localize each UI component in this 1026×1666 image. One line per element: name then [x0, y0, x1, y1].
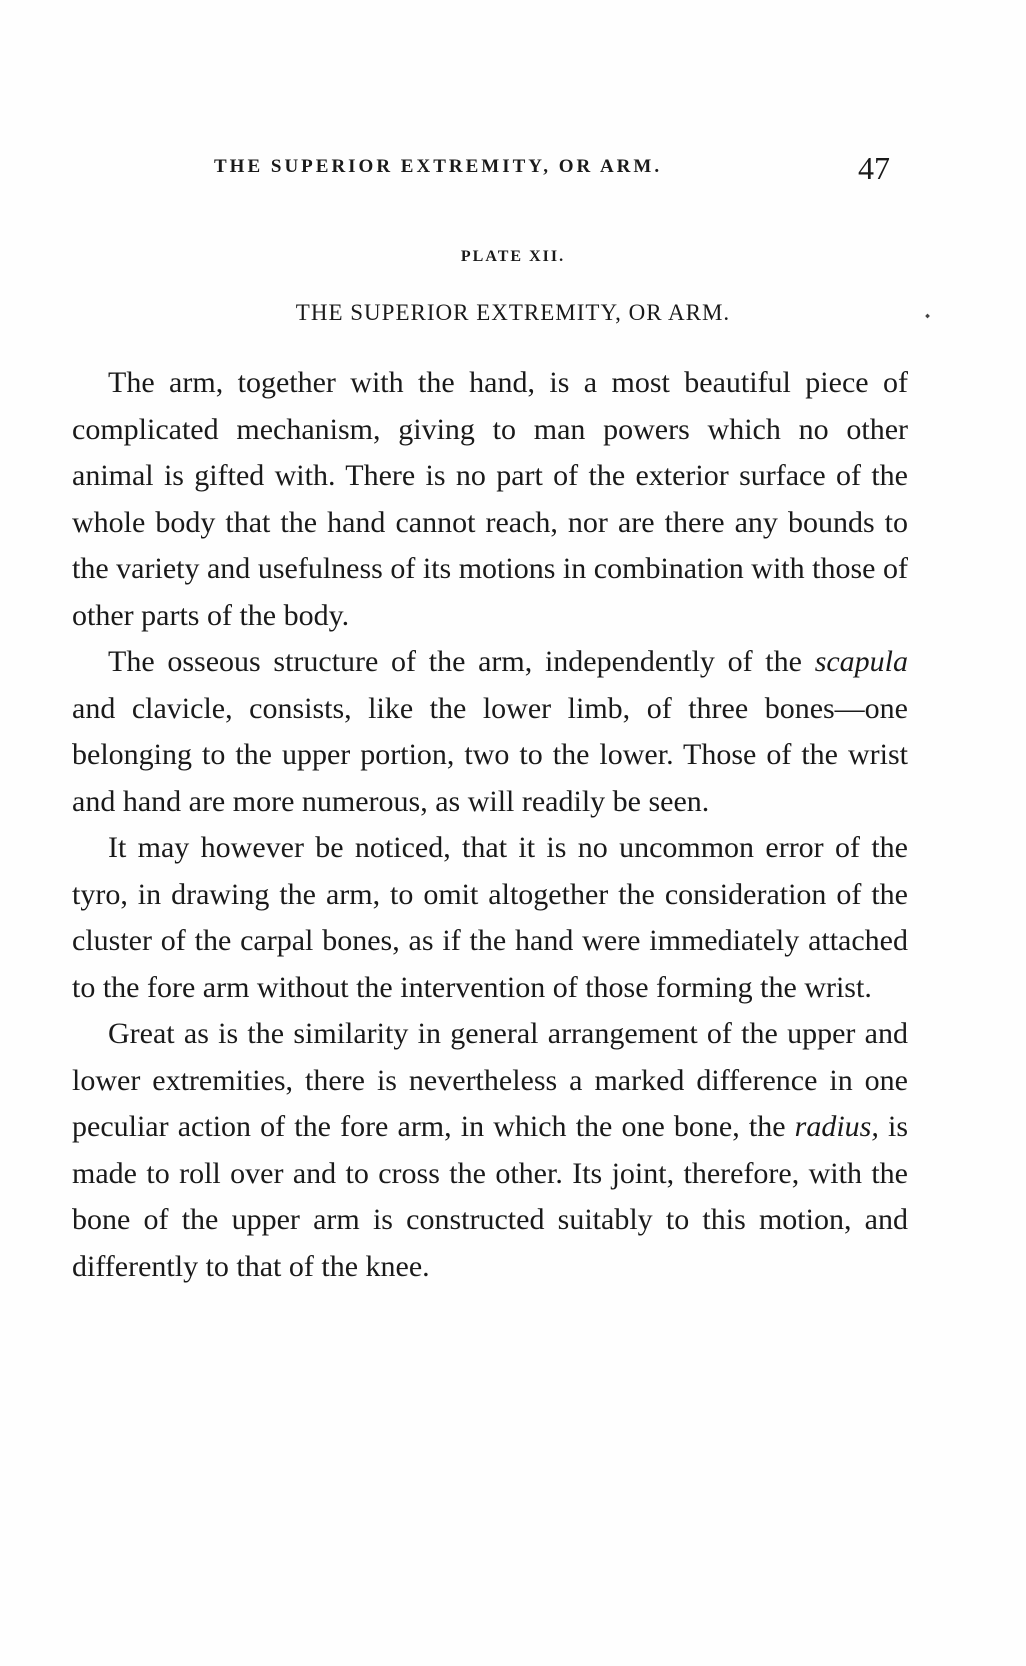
- running-title: THE SUPERIOR EXTREMITY, OR ARM.: [214, 156, 663, 177]
- page-number: 47: [858, 150, 890, 186]
- paragraph-2: [72, 639, 908, 825]
- paragraph-4-end: is made to roll over and to cross the other. Its joint, therefore, with the bone of the upper arm is constructed suitably to this motion, and differently to that of the knee.: [72, 1110, 909, 1283]
- running-head: [0, 150, 1026, 190]
- paragraph-4: [72, 1011, 908, 1290]
- section-title: THE SUPERIOR EXTREMITY, OR ARM.: [295, 300, 731, 325]
- italic-term-scapula: scapula: [814, 645, 909, 678]
- paragraph-3: It may however be noticed, that it is no uncommon error of the tyro, in drawing the arm, to omit altogether the consideration of the cluster of the carpal bones, as if the hand were immediately attached to the fore arm without the intervention of those forming the wrist.: [72, 831, 908, 1004]
- body-text: [72, 360, 908, 1290]
- paragraph-1: The arm, together with the hand, is a most beautiful piece of complicated mechanism, giving to man powers which no other animal is gifted with. There is no part of the exterior surface of the whole body that the hand cannot reach, nor are there any bounds to the variety and usefulness of its motions in combination with those of other parts of the body.: [72, 366, 908, 632]
- stray-mark: ⬩: [925, 308, 931, 324]
- italic-term-radius: radius,: [794, 1110, 879, 1143]
- paragraph-2-end: and clavicle, consists, like the lower limb, of three bones—one belonging to the upper portion, two to the lower. Those of the wrist and hand are more numerous, as will readily be seen.: [72, 691, 908, 818]
- paragraph-2-start: The osseous structure of the arm, independently of the: [108, 645, 802, 678]
- plate-label: PLATE XII.: [460, 248, 566, 265]
- paragraph-4-start: Great as is the similarity in general arrangement of the upper and lower extremities, there is nevertheless a marked difference in one peculiar action of the fore arm, in which the one bone, the: [72, 1017, 908, 1143]
